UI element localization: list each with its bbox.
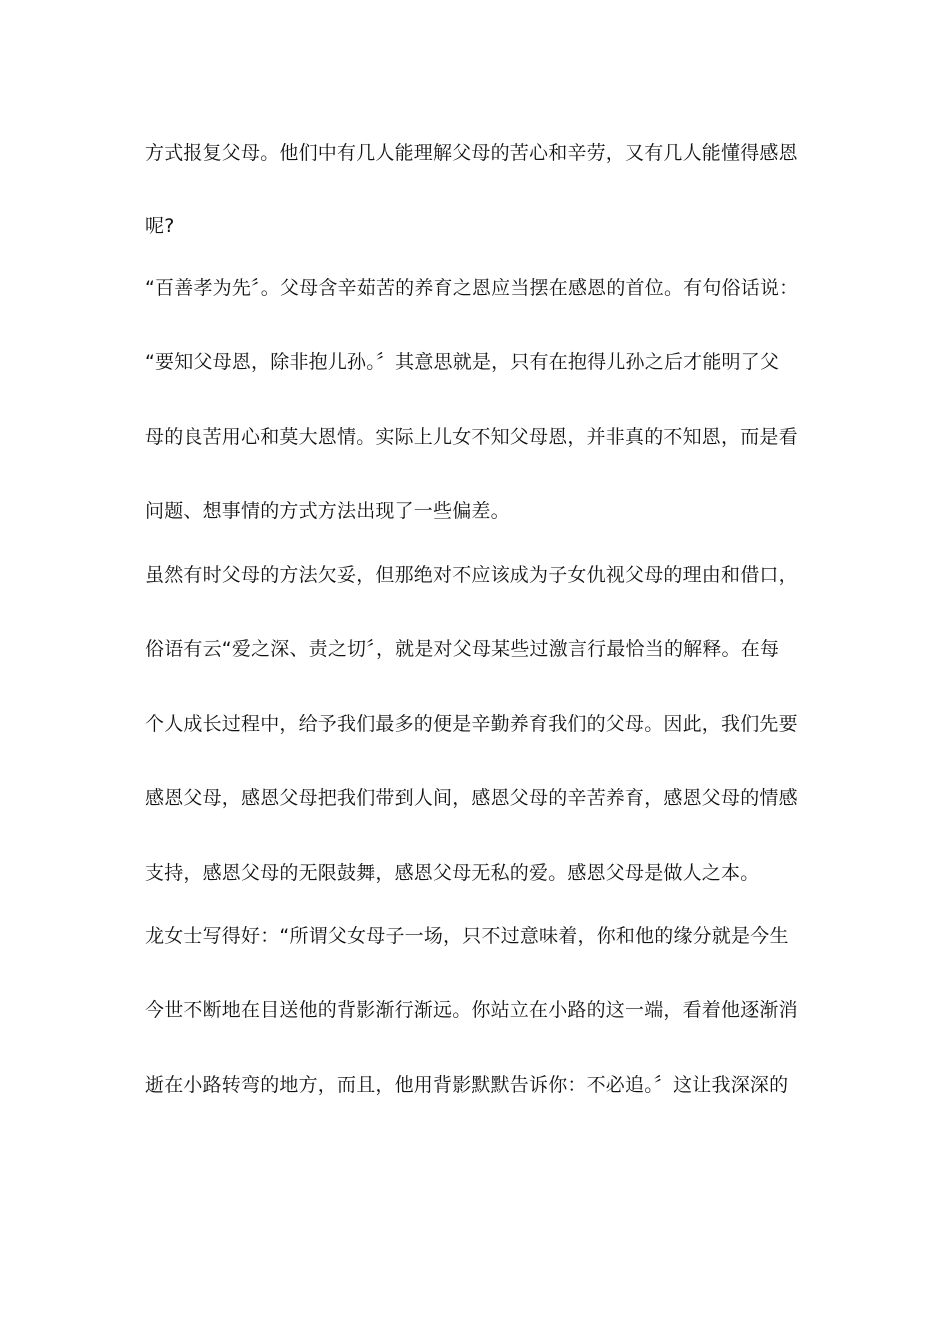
text-line: 支持，感恩父母的无限鼓舞，感恩父母无私的爱。感恩父母是做人之本。 bbox=[145, 862, 760, 884]
text-line: 感恩父母，感恩父母把我们带到人间，感恩父母的辛苦养育，感恩父母的情感 bbox=[145, 787, 798, 809]
text-line: 呢? bbox=[145, 215, 175, 237]
text-line: 龙女士写得好：“所谓父女母子一场，只不过意味着，你和他的缘分就是今生 bbox=[145, 925, 789, 947]
text-line: 俗语有云“爱之深、责之切〞，就是对父母某些过激言行最恰当的解释。在每 bbox=[145, 638, 780, 660]
text-line: “百善孝为先〞。父母含辛茹苦的养育之恩应当摆在感恩的首位。有句俗话说： bbox=[145, 277, 799, 299]
text-line: 问题、想事情的方式方法出现了一些偏差。 bbox=[145, 500, 510, 522]
text-line: 方式报复父母。他们中有几人能理解父母的苦心和辛劳，又有几人能懂得感恩 bbox=[145, 142, 798, 164]
text-line: 虽然有时父母的方法欠妥，但那绝对不应该成为子女仇视父母的理由和借口， bbox=[145, 564, 798, 586]
text-line: 今世不断地在目送他的背影渐行渐远。你站立在小路的这一端，看着他逐渐消 bbox=[145, 999, 798, 1021]
text-line: 逝在小路转弯的地方，而且，他用背影默默告诉你：不必追。〞这让我深深的 bbox=[145, 1074, 789, 1096]
text-line: 母的良苦用心和莫大恩情。实际上儿女不知父母恩，并非真的不知恩，而是看 bbox=[145, 426, 798, 448]
text-line: “要知父母恩，除非抱儿孙。〞其意思就是，只有在抱得儿孙之后才能明了父 bbox=[145, 351, 780, 373]
text-line: 个人成长过程中，给予我们最多的便是辛勤养育我们的父母。因此，我们先要 bbox=[145, 713, 798, 735]
